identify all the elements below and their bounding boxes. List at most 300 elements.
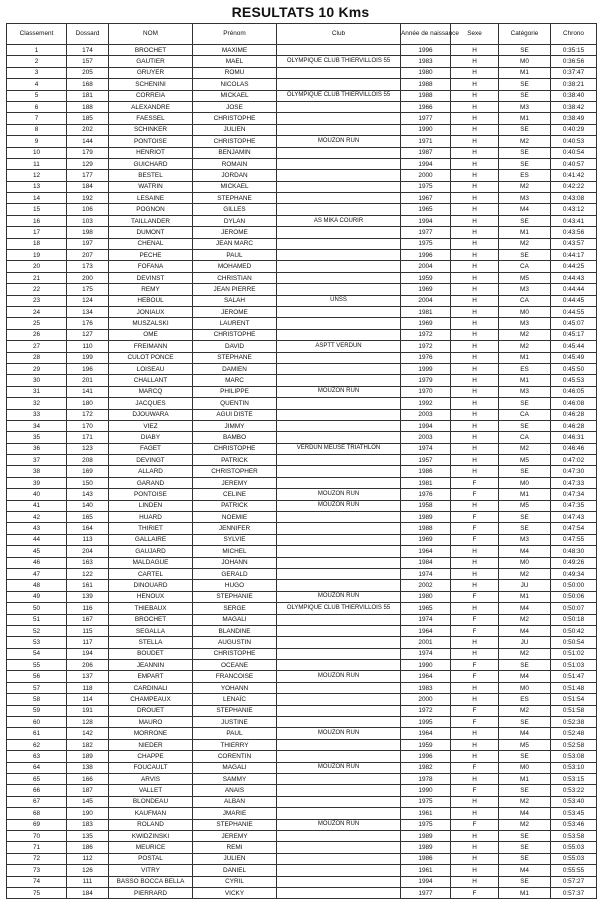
lastname-cell: JACQUES <box>109 398 193 409</box>
birthyear-cell: 1990 <box>401 124 451 135</box>
rank-cell: 49 <box>7 591 67 602</box>
table-row <box>7 67 597 78</box>
bib-cell: 111 <box>67 876 109 887</box>
category-cell: M3 <box>499 318 551 329</box>
sex-cell: H <box>451 409 499 420</box>
category-cell: M2 <box>499 341 551 352</box>
bib-cell: 103 <box>67 215 109 226</box>
category-cell: M3 <box>499 534 551 545</box>
club-cell <box>277 193 401 204</box>
sex-cell: H <box>451 694 499 705</box>
club-cell <box>277 147 401 158</box>
table-row <box>7 375 597 386</box>
club-cell <box>277 158 401 169</box>
table-row <box>7 409 597 420</box>
bib-cell: 188 <box>67 101 109 112</box>
birthyear-cell: 1957 <box>401 455 451 466</box>
time-cell: 0:50:42 <box>551 625 597 636</box>
rank-cell: 46 <box>7 557 67 568</box>
firstname-cell: SYLVIE <box>193 534 277 545</box>
club-cell <box>277 306 401 317</box>
table-row <box>7 603 597 614</box>
firstname-cell: STEPHANIE <box>193 705 277 716</box>
table-row <box>7 170 597 181</box>
bib-cell: 206 <box>67 660 109 671</box>
club-cell <box>277 876 401 887</box>
time-cell: 0:53:45 <box>551 808 597 819</box>
table-row <box>7 614 597 625</box>
birthyear-cell: 1980 <box>401 67 451 78</box>
sex-cell: H <box>451 751 499 762</box>
birthyear-cell: 1988 <box>401 90 451 101</box>
lastname-cell: CHAMPEAUX <box>109 694 193 705</box>
rank-cell: 41 <box>7 500 67 511</box>
sex-cell: H <box>451 113 499 124</box>
club-cell: OLYMPIQUE CLUB THIERVILLOIS 55 <box>277 90 401 101</box>
birthyear-cell: 1972 <box>401 329 451 340</box>
lastname-cell: BROCHET <box>109 614 193 625</box>
lastname-cell: DEVINGT <box>109 455 193 466</box>
category-cell: M5 <box>499 500 551 511</box>
lastname-cell: HENOUX <box>109 591 193 602</box>
sex-cell: F <box>451 534 499 545</box>
sex-cell: H <box>451 420 499 431</box>
table-row <box>7 557 597 568</box>
club-cell <box>277 625 401 636</box>
sex-cell: H <box>451 147 499 158</box>
table-row <box>7 215 597 226</box>
category-cell: ES <box>499 170 551 181</box>
bib-cell: 171 <box>67 432 109 443</box>
rank-cell: 9 <box>7 136 67 147</box>
rank-cell: 69 <box>7 819 67 830</box>
firstname-cell: FRANCOISE <box>193 671 277 682</box>
firstname-cell: STEPHANE <box>193 193 277 204</box>
bib-cell: 187 <box>67 785 109 796</box>
firstname-cell: JULIEN <box>193 853 277 864</box>
firstname-cell: JOHANN <box>193 557 277 568</box>
time-cell: 0:45:49 <box>551 352 597 363</box>
rank-cell: 18 <box>7 238 67 249</box>
firstname-cell: PATRICK <box>193 455 277 466</box>
club-cell <box>277 318 401 329</box>
sex-cell: H <box>451 227 499 238</box>
sex-cell: H <box>451 830 499 841</box>
club-cell <box>277 113 401 124</box>
lastname-cell: VITRY <box>109 865 193 876</box>
club-cell <box>277 580 401 591</box>
category-cell: ES <box>499 694 551 705</box>
bib-cell: 181 <box>67 90 109 101</box>
club-cell <box>277 409 401 420</box>
club-cell <box>277 466 401 477</box>
bib-cell: 174 <box>67 45 109 56</box>
category-cell: SE <box>499 785 551 796</box>
table-row <box>7 56 597 67</box>
lastname-cell: LINDEN <box>109 500 193 511</box>
rank-cell: 2 <box>7 56 67 67</box>
sex-cell: H <box>451 238 499 249</box>
sex-cell: H <box>451 728 499 739</box>
firstname-cell: NOEMIE <box>193 512 277 523</box>
page-title: RESULTATS 10 Kms <box>231 4 370 20</box>
rank-cell: 58 <box>7 694 67 705</box>
birthyear-cell: 1965 <box>401 204 451 215</box>
sex-cell: H <box>451 124 499 135</box>
col-header-chrono: Chrono <box>551 24 597 45</box>
birthyear-cell: 2000 <box>401 170 451 181</box>
rank-cell: 62 <box>7 739 67 750</box>
sex-cell: H <box>451 318 499 329</box>
sex-cell: F <box>451 625 499 636</box>
club-cell <box>277 534 401 545</box>
rank-cell: 35 <box>7 432 67 443</box>
table-row <box>7 250 597 261</box>
sex-cell: H <box>451 295 499 306</box>
birthyear-cell: 1976 <box>401 352 451 363</box>
category-cell: M1 <box>499 774 551 785</box>
category-cell: M2 <box>499 614 551 625</box>
birthyear-cell: 1977 <box>401 113 451 124</box>
lastname-cell: DJOUWARA <box>109 409 193 420</box>
club-cell <box>277 261 401 272</box>
category-cell: M2 <box>499 181 551 192</box>
category-cell: SE <box>499 660 551 671</box>
table-row <box>7 318 597 329</box>
club-cell <box>277 887 401 898</box>
table-row <box>7 808 597 819</box>
category-cell: SE <box>499 523 551 534</box>
bib-cell: 172 <box>67 409 109 420</box>
rank-cell: 73 <box>7 865 67 876</box>
club-cell <box>277 238 401 249</box>
sex-cell: H <box>451 181 499 192</box>
rank-cell: 15 <box>7 204 67 215</box>
rank-cell: 4 <box>7 79 67 90</box>
bib-cell: 123 <box>67 443 109 454</box>
lastname-cell: CARDINALI <box>109 682 193 693</box>
rank-cell: 38 <box>7 466 67 477</box>
firstname-cell: CHRISTOPHE <box>193 136 277 147</box>
firstname-cell: PHILIPPE <box>193 386 277 397</box>
club-cell: MOUZON RUN <box>277 136 401 147</box>
club-cell <box>277 739 401 750</box>
firstname-cell: CHRISTOPHE <box>193 329 277 340</box>
birthyear-cell: 2002 <box>401 580 451 591</box>
birthyear-cell: 1977 <box>401 227 451 238</box>
club-cell <box>277 363 401 374</box>
table-row <box>7 432 597 443</box>
table-row <box>7 591 597 602</box>
club-cell <box>277 67 401 78</box>
lastname-cell: SEGALLA <box>109 625 193 636</box>
birthyear-cell: 1972 <box>401 341 451 352</box>
club-cell <box>277 124 401 135</box>
bib-cell: 161 <box>67 580 109 591</box>
category-cell: M2 <box>499 648 551 659</box>
birthyear-cell: 2000 <box>401 694 451 705</box>
firstname-cell: PATRICK <box>193 500 277 511</box>
rank-cell: 21 <box>7 272 67 283</box>
club-cell <box>277 45 401 56</box>
category-cell: SE <box>499 876 551 887</box>
rank-cell: 19 <box>7 250 67 261</box>
category-cell: M5 <box>499 455 551 466</box>
club-cell <box>277 272 401 283</box>
bib-cell: 117 <box>67 637 109 648</box>
category-cell: M2 <box>499 238 551 249</box>
sex-cell: F <box>451 705 499 716</box>
lastname-cell: BROCHET <box>109 45 193 56</box>
birthyear-cell: 1977 <box>401 887 451 898</box>
header-row <box>7 24 597 45</box>
category-cell: M2 <box>499 819 551 830</box>
birthyear-cell: 1990 <box>401 660 451 671</box>
sex-cell: H <box>451 648 499 659</box>
rank-cell: 3 <box>7 67 67 78</box>
category-cell: CA <box>499 261 551 272</box>
time-cell: 0:50:06 <box>551 591 597 602</box>
birthyear-cell: 1999 <box>401 363 451 374</box>
category-cell: JU <box>499 580 551 591</box>
bib-cell: 163 <box>67 557 109 568</box>
table-row <box>7 386 597 397</box>
firstname-cell: JOSE <box>193 101 277 112</box>
category-cell: SE <box>499 751 551 762</box>
rank-cell: 37 <box>7 455 67 466</box>
col-header-classement: Classement <box>7 24 67 45</box>
club-cell <box>277 694 401 705</box>
category-cell: SE <box>499 842 551 853</box>
birthyear-cell: 1969 <box>401 318 451 329</box>
lastname-cell: ARVIS <box>109 774 193 785</box>
table-row <box>7 660 597 671</box>
category-cell: M4 <box>499 625 551 636</box>
firstname-cell: STEPHANE <box>193 352 277 363</box>
club-cell: MOUZON RUN <box>277 819 401 830</box>
bib-cell: 184 <box>67 887 109 898</box>
time-cell: 0:43:12 <box>551 204 597 215</box>
birthyear-cell: 1961 <box>401 808 451 819</box>
table-row <box>7 261 597 272</box>
time-cell: 0:57:27 <box>551 876 597 887</box>
time-cell: 0:47:30 <box>551 466 597 477</box>
rank-cell: 27 <box>7 341 67 352</box>
firstname-cell: LENAÏC <box>193 694 277 705</box>
rank-cell: 40 <box>7 489 67 500</box>
firstname-cell: REMI <box>193 842 277 853</box>
firstname-cell: JEROME <box>193 227 277 238</box>
rank-cell: 53 <box>7 637 67 648</box>
club-cell <box>277 101 401 112</box>
bib-cell: 164 <box>67 523 109 534</box>
table-row <box>7 136 597 147</box>
club-cell <box>277 568 401 579</box>
bib-cell: 165 <box>67 512 109 523</box>
firstname-cell: ROMU <box>193 67 277 78</box>
time-cell: 0:46:46 <box>551 443 597 454</box>
club-cell <box>277 842 401 853</box>
table-row <box>7 853 597 864</box>
category-cell: M2 <box>499 705 551 716</box>
lastname-cell: SCHINKER <box>109 124 193 135</box>
sex-cell: H <box>451 193 499 204</box>
time-cell: 0:45:07 <box>551 318 597 329</box>
bib-cell: 129 <box>67 158 109 169</box>
table-row <box>7 455 597 466</box>
sex-cell: H <box>451 363 499 374</box>
birthyear-cell: 1975 <box>401 819 451 830</box>
table-row <box>7 819 597 830</box>
firstname-cell: MAXIME <box>193 45 277 56</box>
club-cell <box>277 705 401 716</box>
birthyear-cell: 1981 <box>401 477 451 488</box>
bib-cell: 170 <box>67 420 109 431</box>
lastname-cell: STELLA <box>109 637 193 648</box>
table-row <box>7 193 597 204</box>
table-row <box>7 466 597 477</box>
bib-cell: 177 <box>67 170 109 181</box>
firstname-cell: MOHAMED <box>193 261 277 272</box>
firstname-cell: MAGALI <box>193 762 277 773</box>
table-row <box>7 648 597 659</box>
firstname-cell: CHRISTOPHER <box>193 466 277 477</box>
firstname-cell: JENNIFER <box>193 523 277 534</box>
time-cell: 0:48:30 <box>551 546 597 557</box>
time-cell: 0:47:33 <box>551 477 597 488</box>
firstname-cell: JEAN MARC <box>193 238 277 249</box>
sex-cell: H <box>451 455 499 466</box>
bib-cell: 143 <box>67 489 109 500</box>
club-cell <box>277 455 401 466</box>
lastname-cell: MEURICE <box>109 842 193 853</box>
bib-cell: 192 <box>67 193 109 204</box>
time-cell: 0:52:58 <box>551 739 597 750</box>
time-cell: 0:51:54 <box>551 694 597 705</box>
lastname-cell: POSTAL <box>109 853 193 864</box>
birthyear-cell: 1981 <box>401 306 451 317</box>
table-row <box>7 842 597 853</box>
category-cell: M4 <box>499 603 551 614</box>
club-cell <box>277 250 401 261</box>
birthyear-cell: 2003 <box>401 409 451 420</box>
sex-cell: H <box>451 796 499 807</box>
table-row <box>7 717 597 728</box>
rank-cell: 33 <box>7 409 67 420</box>
sex-cell: H <box>451 398 499 409</box>
category-cell: M4 <box>499 204 551 215</box>
category-cell: M0 <box>499 306 551 317</box>
table-row <box>7 887 597 898</box>
rank-cell: 65 <box>7 774 67 785</box>
table-row <box>7 181 597 192</box>
bib-cell: 176 <box>67 318 109 329</box>
club-cell <box>277 614 401 625</box>
table-row <box>7 420 597 431</box>
table-row <box>7 625 597 636</box>
lastname-cell: FREIMANN <box>109 341 193 352</box>
birthyear-cell: 1974 <box>401 614 451 625</box>
sex-cell: H <box>451 557 499 568</box>
col-header-club: Club <box>277 24 401 45</box>
rank-cell: 14 <box>7 193 67 204</box>
category-cell: M0 <box>499 682 551 693</box>
birthyear-cell: 2003 <box>401 432 451 443</box>
lastname-cell: DIABY <box>109 432 193 443</box>
time-cell: 0:45:44 <box>551 341 597 352</box>
category-cell: M2 <box>499 136 551 147</box>
birthyear-cell: 1959 <box>401 739 451 750</box>
bib-cell: 110 <box>67 341 109 352</box>
firstname-cell: THIERRY <box>193 739 277 750</box>
time-cell: 0:45:53 <box>551 375 597 386</box>
sex-cell: H <box>451 443 499 454</box>
rank-cell: 50 <box>7 603 67 614</box>
bib-cell: 142 <box>67 728 109 739</box>
firstname-cell: STEPHANIE <box>193 591 277 602</box>
lastname-cell: MAURO <box>109 717 193 728</box>
sex-cell: H <box>451 580 499 591</box>
rank-cell: 24 <box>7 306 67 317</box>
firstname-cell: SERGE <box>193 603 277 614</box>
birthyear-cell: 2004 <box>401 261 451 272</box>
sex-cell: H <box>451 250 499 261</box>
bib-cell: 168 <box>67 79 109 90</box>
lastname-cell: GAUTIER <box>109 56 193 67</box>
sex-cell: H <box>451 876 499 887</box>
bib-cell: 150 <box>67 477 109 488</box>
category-cell: M4 <box>499 808 551 819</box>
birthyear-cell: 1974 <box>401 568 451 579</box>
club-cell <box>277 648 401 659</box>
sex-cell: H <box>451 637 499 648</box>
time-cell: 0:51:47 <box>551 671 597 682</box>
category-cell: M3 <box>499 386 551 397</box>
table-row <box>7 774 597 785</box>
birthyear-cell: 1988 <box>401 523 451 534</box>
category-cell: SE <box>499 420 551 431</box>
sex-cell: H <box>451 603 499 614</box>
time-cell: 0:43:08 <box>551 193 597 204</box>
category-cell: M4 <box>499 865 551 876</box>
birthyear-cell: 1983 <box>401 56 451 67</box>
lastname-cell: MUSZALSKI <box>109 318 193 329</box>
rank-cell: 51 <box>7 614 67 625</box>
table-row <box>7 534 597 545</box>
lastname-cell: SCHENINI <box>109 79 193 90</box>
sex-cell: H <box>451 90 499 101</box>
birthyear-cell: 1992 <box>401 398 451 409</box>
birthyear-cell: 1988 <box>401 79 451 90</box>
firstname-cell: DANIEL <box>193 865 277 876</box>
firstname-cell: GERALD <box>193 568 277 579</box>
birthyear-cell: 1996 <box>401 45 451 56</box>
table-row <box>7 546 597 557</box>
time-cell: 0:46:05 <box>551 386 597 397</box>
col-header-sexe: Sexe <box>451 24 499 45</box>
birthyear-cell: 1961 <box>401 865 451 876</box>
bib-cell: 115 <box>67 625 109 636</box>
category-cell: M2 <box>499 329 551 340</box>
club-cell <box>277 375 401 386</box>
lastname-cell: BESTEL <box>109 170 193 181</box>
sex-cell: H <box>451 341 499 352</box>
category-cell: SE <box>499 215 551 226</box>
club-cell <box>277 557 401 568</box>
firstname-cell: AGUI DISTE <box>193 409 277 420</box>
sex-cell: F <box>451 523 499 534</box>
time-cell: 0:35:15 <box>551 45 597 56</box>
